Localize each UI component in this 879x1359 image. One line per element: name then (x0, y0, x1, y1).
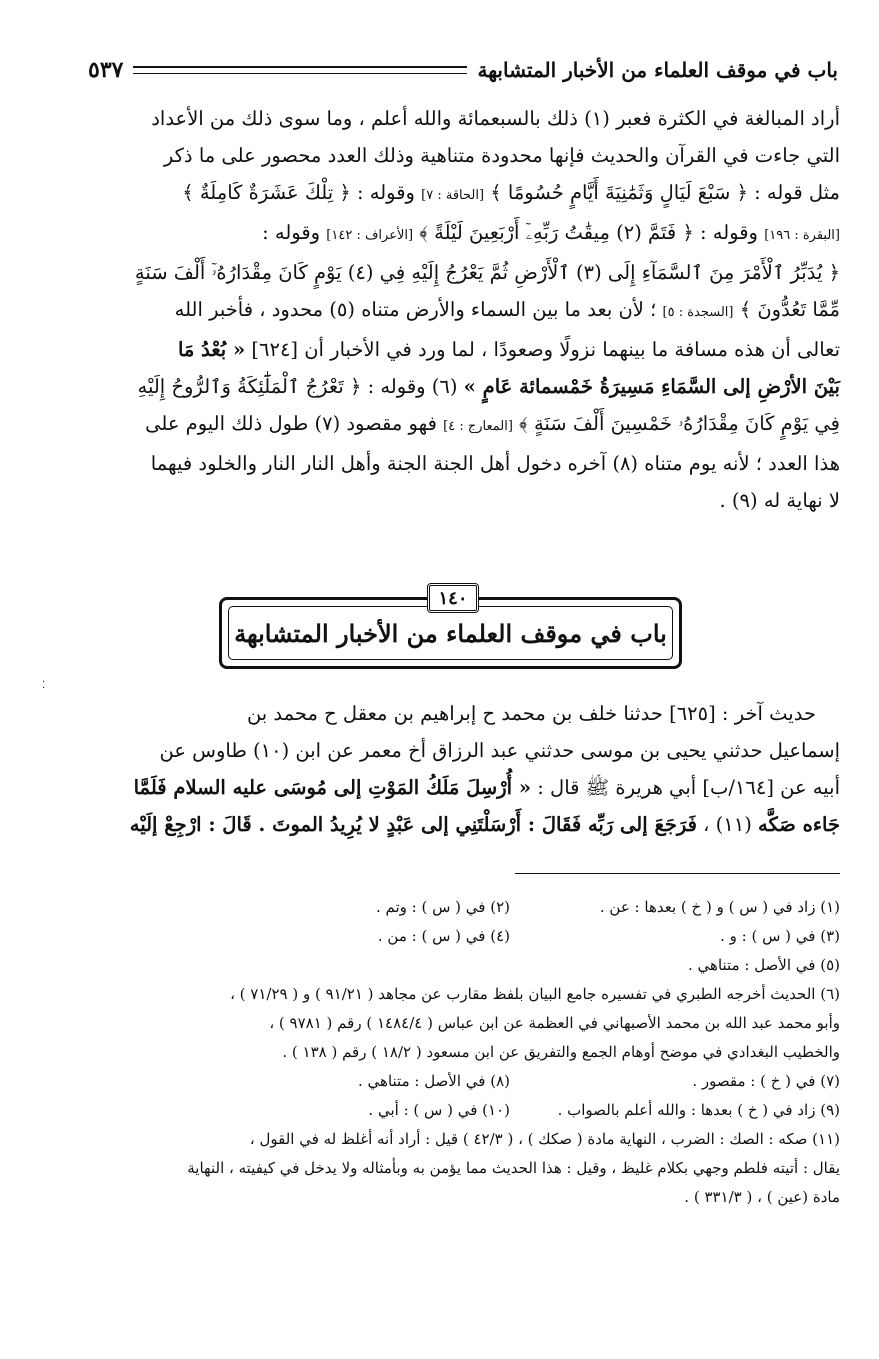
quran-verse: مِّمَّا تَعُدُّونَ ﴾ (739, 298, 840, 321)
text-fragment: تعالى أن هذه مسافة ما بينهما نزولًا وصعودًا ، لما ورد في الأخبار أن [٦٢٤] (251, 338, 840, 361)
footnote: (٥) في الأصل : متناهي . (688, 956, 840, 974)
verse-reference: [السجدة : ٥] (662, 305, 734, 320)
footnote: (٩) زاد في ( خ ) بعدها : والله أعلم بالصواب . (557, 1101, 840, 1119)
footnote: (١) زاد في ( س ) و ( خ ) بعدها : عن . (599, 898, 840, 916)
chapter-frame-inner (228, 606, 673, 660)
verse-reference: [الحاقة : ٧] (421, 188, 485, 203)
footnotes (88, 893, 840, 1212)
chapter-heading (219, 583, 682, 671)
running-header (88, 48, 838, 92)
hadith-text: جَاءه صَكَّه (758, 813, 840, 836)
text-line: أراد المبالغة في الكثرة فعبر (١) ذلك بالسبعمائة والله أعلم ، وما سوى ذلك من الأعداد (151, 107, 840, 130)
main-text-bottom (92, 695, 840, 843)
footnote: مادة (عين ) ، ( ٣٣١/٣ ) . (684, 1188, 840, 1206)
text-line (92, 368, 840, 405)
text-line (92, 769, 840, 806)
margin-mark: ⁚ (42, 680, 46, 691)
text-line (92, 806, 840, 843)
text-fragment: ؛ لأن بعد ما بين السماء والأرض متناه (٥) محدود ، فأخبر الله (174, 298, 657, 321)
page-number: ٥٣٧ (88, 57, 124, 83)
verse-reference: [الأعراف : ١٤٢] (326, 228, 414, 243)
footnote: (٢) في ( س ) : وتم . (375, 898, 510, 916)
hadith-text: بَيْنَ الأرْضِ إلى السَّمَاءِ مَسِيرَةُ خَمْسمائة عَامٍ » (463, 375, 840, 398)
header-rule (133, 66, 467, 74)
footnote: (٨) في الأصل : متناهي . (358, 1072, 510, 1090)
footnote-row (88, 893, 840, 922)
chapter-number: ١٤٠ (427, 583, 479, 613)
footnote: يقال : أتيته فلطم وجهي بكلام غليظ ، وقيل : هذا الحديث مما يؤمن به وبأمثاله ولا يدخل في كيفيته ، النهاية (187, 1159, 840, 1177)
footnote: (٧) في ( خ ) : مقصور . (692, 1072, 840, 1090)
text-line (92, 331, 840, 368)
main-text-top (92, 100, 840, 519)
footnote-row (88, 922, 840, 951)
text-fragment: أبيه عن [١٦٤/ب] أبي هريرة ﷺ قال : (537, 776, 840, 799)
footnote: (٤) في ( س ) : من . (377, 927, 510, 945)
text-fragment: (٦) وقوله : ﴿ تَعْرُجُ ٱلْمَلَٰٓئِكَةُ وَٱلرُّوحُ إِلَيْهِ (137, 375, 458, 398)
footnote: (٣) في ( س ) : و . (720, 927, 840, 945)
text-line (92, 405, 840, 445)
footnote: والخطيب البغدادي في موضح أوهام الجمع والتفريق عن ابن مسعود ( ١٨/٢ ) رقم ( ١٣٨ ) . (282, 1043, 840, 1061)
quran-verse: ﴿ يُدَبِّرُ ٱلْأَمْرَ مِنَ ٱلسَّمَآءِ إِلَى (٣) ٱلْأَرْضِ ثُمَّ يَعْرُجُ إِلَيْهِ فِي (٤) يَوْمٍ كَانَ مِقْدَارُهُۥٓ أَلْفَ سَنَةٍ (134, 261, 840, 284)
verse-reference: [المعارج : ٤] (443, 419, 513, 434)
text-line: حديث آخر : [٦٢٥] حدثنا خلف بن محمد ح إبراهيم بن معقل ح محمد بن (246, 702, 816, 725)
text-line (92, 291, 840, 331)
quran-verse: وقوله : ﴿ فَتَمَّ (٢) مِيقَٰتُ رَبِّهِۦٓ أَرْبَعِينَ لَيْلَةً ﴾ (419, 221, 758, 244)
chapter-title: باب في موقف العلماء من الأخبار المتشابهة (234, 618, 667, 648)
footnote: (١١) صكه : الصك : الضرب ، النهاية مادة ( صكك ) ، ( ٤٢/٣ ) قيل : أراد أنه أغلظ له في القول ، (249, 1130, 840, 1148)
footnote: (١٠) في ( س ) : أبي . (368, 1101, 510, 1119)
quran-verse: وقوله : ﴿ تِلْكَ عَشَرَةٌ كَامِلَةٌ ﴾ (182, 181, 415, 204)
text-line (92, 174, 840, 214)
footnote-row (88, 1096, 840, 1125)
text-line: التي جاءت في القرآن والحديث فإنها محدودة متناهية وذلك العدد محصور على ما ذكر (163, 144, 840, 167)
text-line (92, 214, 840, 254)
footnote: (٦) الحديث أخرجه الطبري في تفسيره جامع البيان بلفظ مقارب عن مجاهد ( ٩١/٢١ ) و ( ٧١/٢٩ ) ، (230, 985, 840, 1003)
text-line: إسماعيل حدثني يحيى بن موسى حدثني عبد الرزاق أخ معمر عن ابن (١٠) طاوس عن (159, 739, 840, 762)
text-line: هذا العدد ؛ لأنه يوم متناه (٨) آخره دخول أهل الجنة الجنة وأهل النار النار والخلود فيهما (150, 452, 840, 475)
footnote-rule (515, 873, 840, 874)
footnote: وأبو محمد عبد الله بن محمد الأصبهاني في العظمة عن ابن عباس ( ١٤٨٤/٤ ) رقم ( ٩٧٨١ ) ، (269, 1014, 840, 1032)
quran-verse: فِي يَوْمٍ كَانَ مِقْدَارُهُۥ خَمْسِينَ أَلْفَ سَنَةٍ ﴾ (519, 412, 840, 435)
footnote-row (88, 1067, 840, 1096)
hadith-text: « أُرْسِلَ مَلَكُ المَوْتِ إلى مُوسَى عليه السلام فَلَمَّا (133, 776, 532, 799)
hadith-text: فَرَجَعَ إلى رَبِّه فَقَالَ : أَرْسَلْتَنِي إلى عَبْدٍ لا يُرِيدُ الموتَ . قَالَ : ارْجِعْ إلَيْه (129, 813, 697, 836)
text-fragment: فهو مقصود (٧) طول ذلك اليوم على (145, 412, 437, 435)
text-line: لا نهاية له (٩) . (719, 489, 840, 512)
verse-reference: [البقرة : ١٩٦] (764, 228, 840, 243)
hadith-text: « بُعْدُ مَا (177, 338, 246, 361)
running-title: باب في موقف العلماء من الأخبار المتشابهة (477, 58, 838, 82)
text-fragment: (١١) ، (703, 813, 752, 836)
text-fragment: وقوله : (262, 221, 321, 244)
quran-verse: مثل قوله : ﴿ سَبْعَ لَيَالٍ وَثَمَٰنِيَةَ أَيَّامٍ حُسُومًا ﴾ (490, 181, 840, 204)
